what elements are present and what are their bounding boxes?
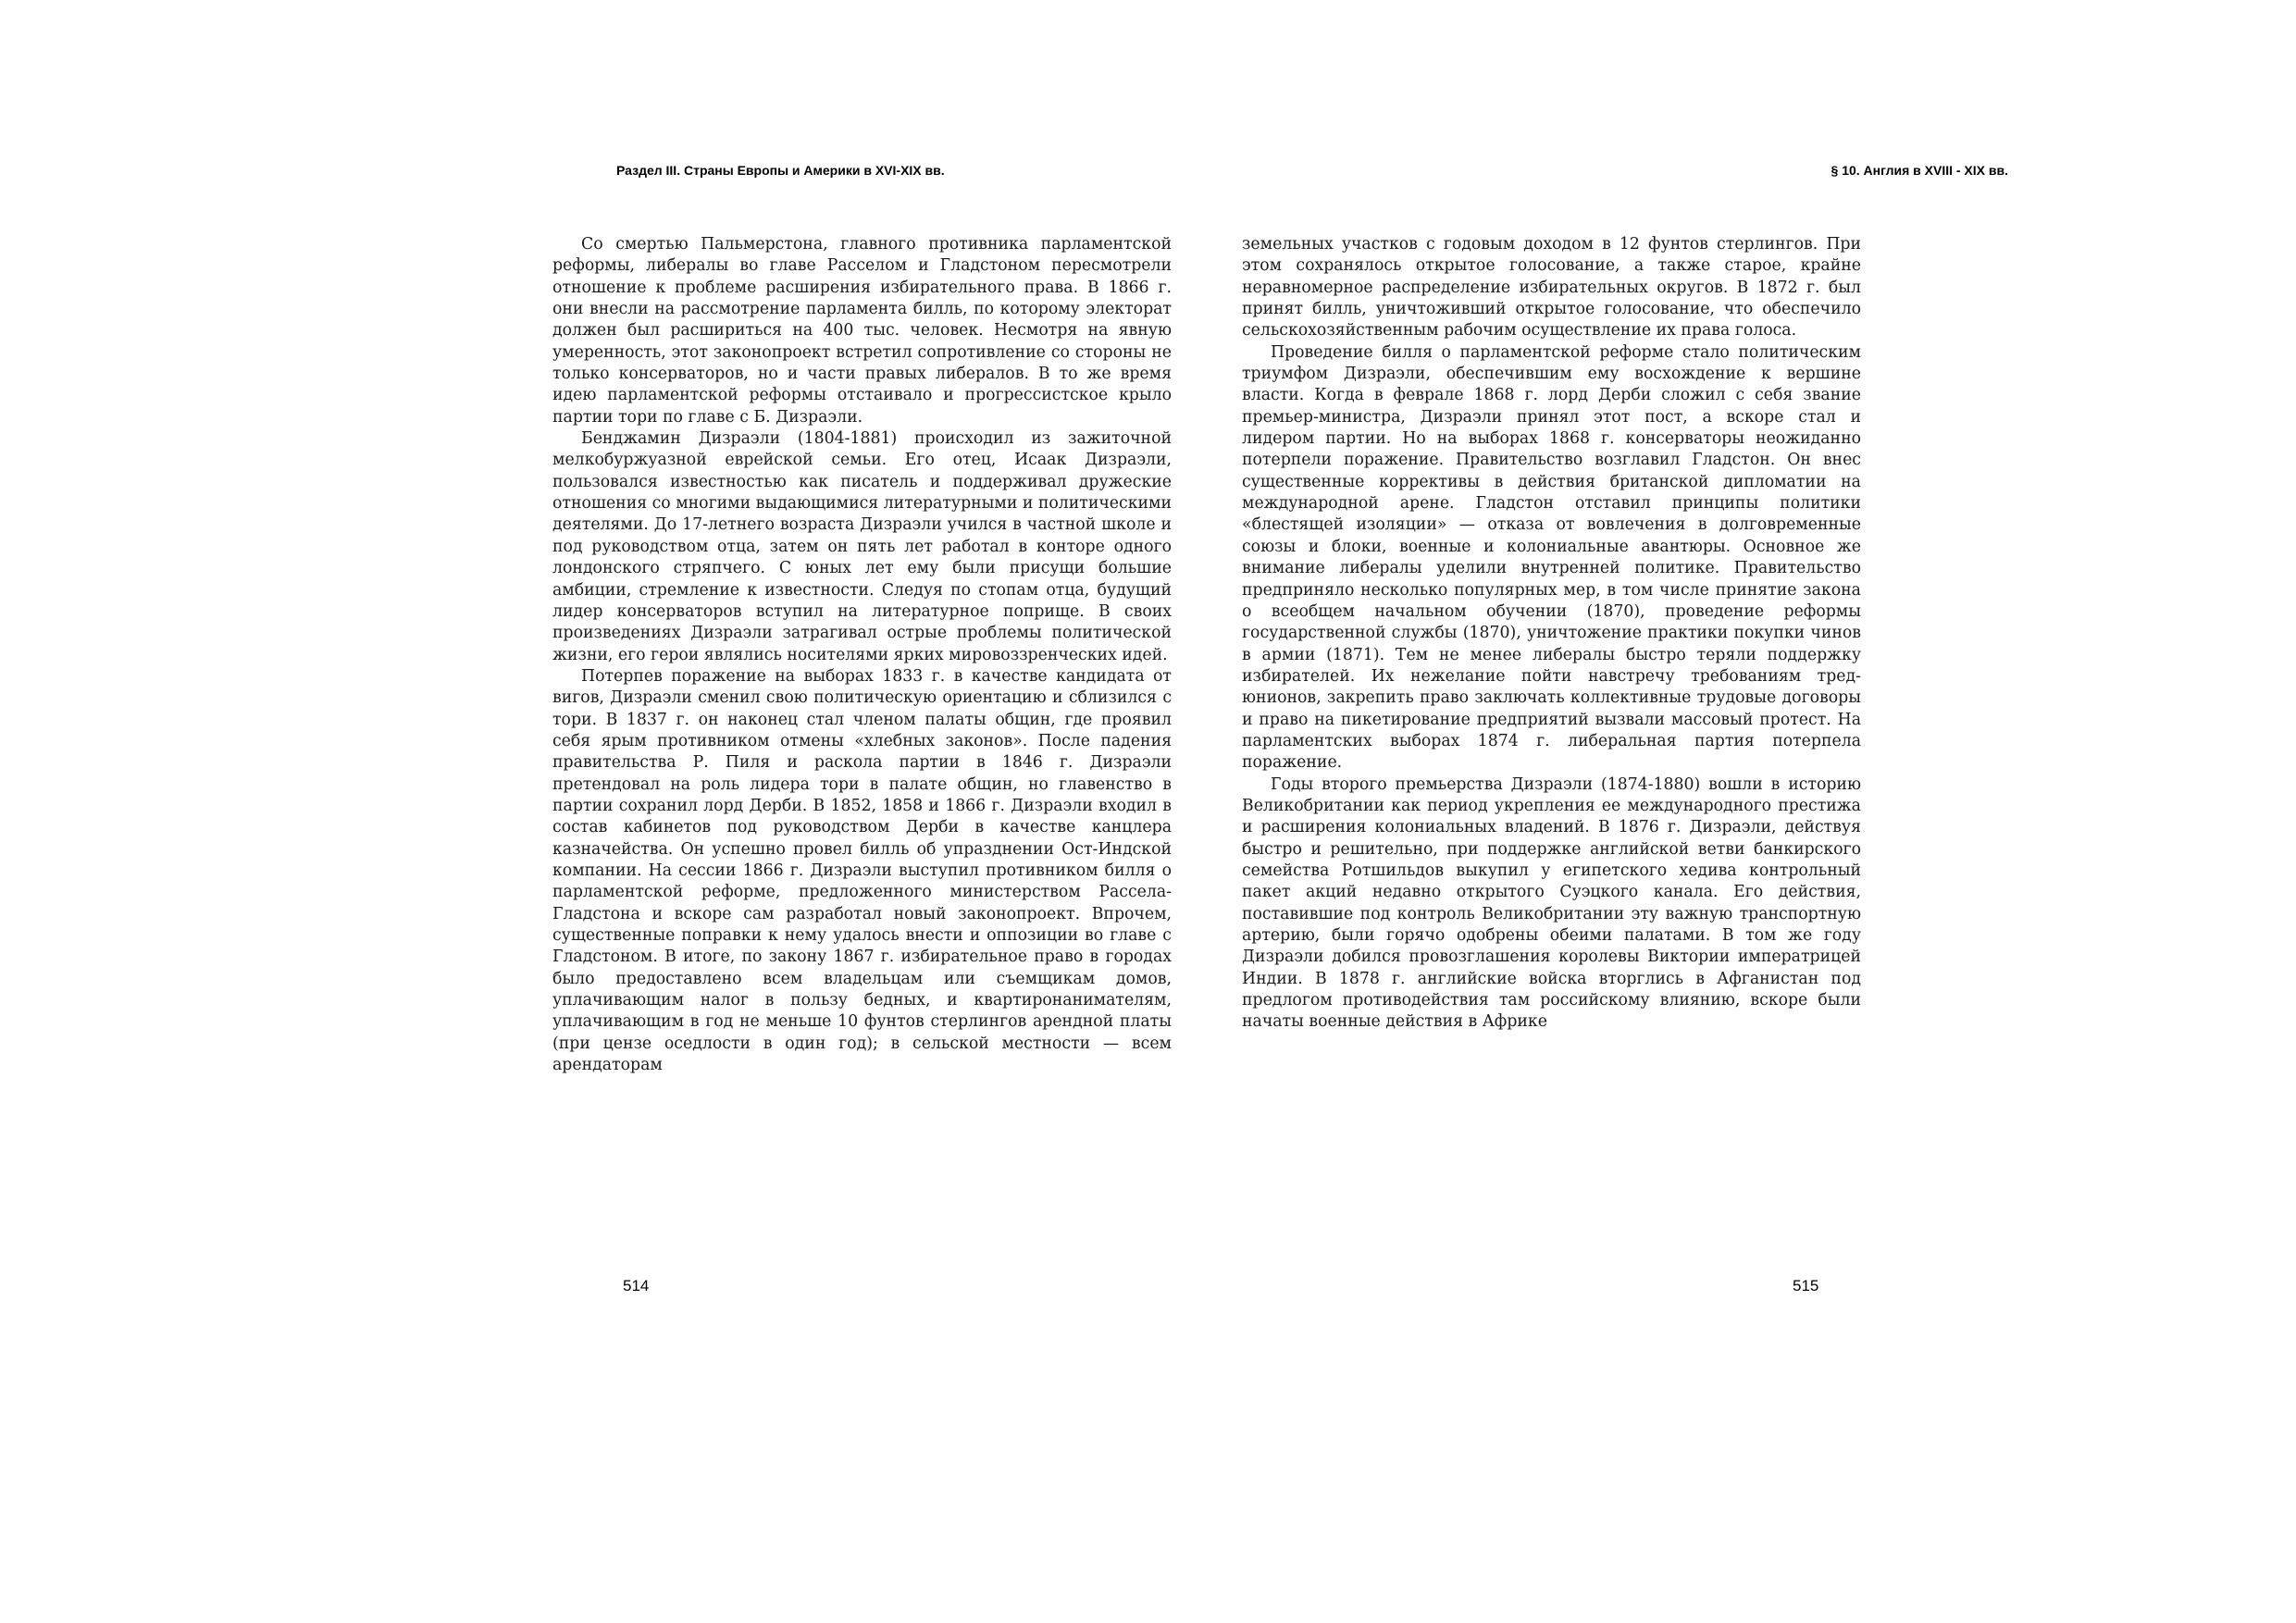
- paragraph: Потерпев поражение на выборах 1833 г. в качестве кандидата от вигов, Дизраэли сменил свою политическую ориентацию и сблизился с тори. В 1837 г. он наконец стал членом палаты общин, где проявил себя ярым противником отмены «хлебных законов». После падения правительства Р. Пиля и раскола партии в 1846 г. Дизраэли претендовал на роль лидера тори в палате общин, но главенство в партии сохранил лорд Дерби. В 1852, 1858 и 1866 г. Дизраэли входил в состав кабинетов под руководством Дерби в качестве канцлера казначейства. Он успешно провел билль об упразднении Ост-Индской компании. На сессии 1866 г. Дизраэли выступил противником билля о парламентской реформе, предложенного министерством Рассела-Гладстона и вскоре сам разработал новый законопроект. Впрочем, существенные поправки к нему удалось внести и оппозиции во главе с Гладстоном. В итоге, по закону 1867 г. избирательное право в городах было предоставлено всем владельцам или съемщикам домов, уплачивающим налог в пользу бедных, и квартиронанимателям, уплачивающим в год не меньше 10 фунтов стерлингов арендной платы (при цензе оседлости в один год); в сельской местности — всем арендаторам: [552, 666, 1172, 1075]
- right-page: [1148, 0, 2296, 1623]
- page-number-left: 514: [623, 1277, 650, 1295]
- paragraph: Со смертью Пальмерстона, главного противника парламентской реформы, либералы во главе Расселом и Гладстоном пересмотрели отношение к проблеме расширения избирательного права. В 1866 г. они внесли на рассмотрение парламента билль, по которому электорат должен был расшириться на 400 тыс. человек. Несмотря на явную умеренность, этот законопроект встретил сопротивление со стороны не только консерваторов, но и части правых либералов. В то же время идею парламентской реформы отстаивало и прогрессистское крыло партии тори по главе с Б. Дизраэли.: [552, 235, 1172, 427]
- page-number-right: 515: [1793, 1277, 1819, 1295]
- running-head-left: Раздел III. Страны Европы и Америки в XVI-XIX вв.: [616, 163, 945, 178]
- paragraph: Бенджамин Дизраэли (1804-1881) происходил из зажиточной мелкобуржуазной еврейской семьи. Его отец, Исаак Дизраэли, пользовался известностью как писатель и поддерживал дружеские отношения со многими выдающимися литературными и политическими деятелями. До 17-летнего возраста Дизраэли учился в частной школе и под руководством отца, затем он пять лет работал в конторе одного лондонского стряпчего. С юных лет ему были присущи большие амбиции, стремление к известности. Следуя по стопам отца, будущий лидер консерваторов вступил на литературное поприще. В своих произведениях Дизраэли затрагивал острые проблемы политической жизни, его герои являлись носителями ярких мировоззренческих идей.: [552, 429, 1172, 664]
- paragraph: Проведение билля о парламентской реформе стало политическим триумфом Дизраэли, обеспечившим ему восхождение к вершине власти. Когда в феврале 1868 г. лорд Дерби сложил с себя звание премьер-министра, Дизраэли принял этот пост, а вскоре стал и лидером партии. Но на выборах 1868 г. консерваторы неожиданно потерпели поражение. Правительство возглавил Гладстон. Он внес существенные коррективы в действия британской дипломатии на международной арене. Гладстон отставил принципы политики «блестящей изоляции» — отказа от вовлечения в долговременные союзы и блоки, военные и колониальные авантюры. Основное же внимание либералы уделили внутренней политике. Правительство предприняло несколько популярных мер, в том числе принятие закона о всеобщем начальном обучении (1870), проведение реформы государственной службы (1870), уничтожение практики покупки чинов в армии (1871). Тем не менее либералы быстро теряли поддержку избирателей. Их нежелание пойти навстречу требованиям тред-юнионов, закрепить право заключать коллективные трудовые договоры и право на пикетирование предприятий вызвали массовый протест. На парламентских выборах 1874 г. либеральная партия потерпела поражение.: [1242, 342, 1861, 773]
- left-page-text: [552, 234, 1172, 1076]
- paragraph: земельных участков с годовым доходом в 12 фунтов стерлингов. При этом сохранялось открытое голосование, а также старое, крайне неравномерное распределение избирательных округов. В 1872 г. был принят билль, уничтоживший открытое голосование, что обеспечило сельскохозяйственным рабочим осуществление их права голоса.: [1242, 235, 1861, 341]
- right-page-text: [1242, 234, 1861, 1034]
- paragraph: Годы второго премьерства Дизраэли (1874-1880) вошли в историю Великобритании как период укрепления ее международного престижа и расширения колониальных владений. В 1876 г. Дизраэли, действуя быстро и решительно, при поддержке английской ветви банкирского семейства Ротшильдов выкупил у египетского хедива контрольный пакет акций недавно открытого Суэцкого канала. Его действия, поставившие под контроль Великобритании эту важную транспортную артерию, были горячо одобрены обеими палатами. В том же году Дизраэли добился провозглашения королевы Виктории императрицей Индии. В 1878 г. английские войска вторглись в Афганистан под предлогом противодействия там российскому влиянию, вскоре были начаты военные действия в Африке: [1242, 774, 1861, 1032]
- running-head-right: § 10. Англия в XVIII - XIX вв.: [1831, 163, 2008, 178]
